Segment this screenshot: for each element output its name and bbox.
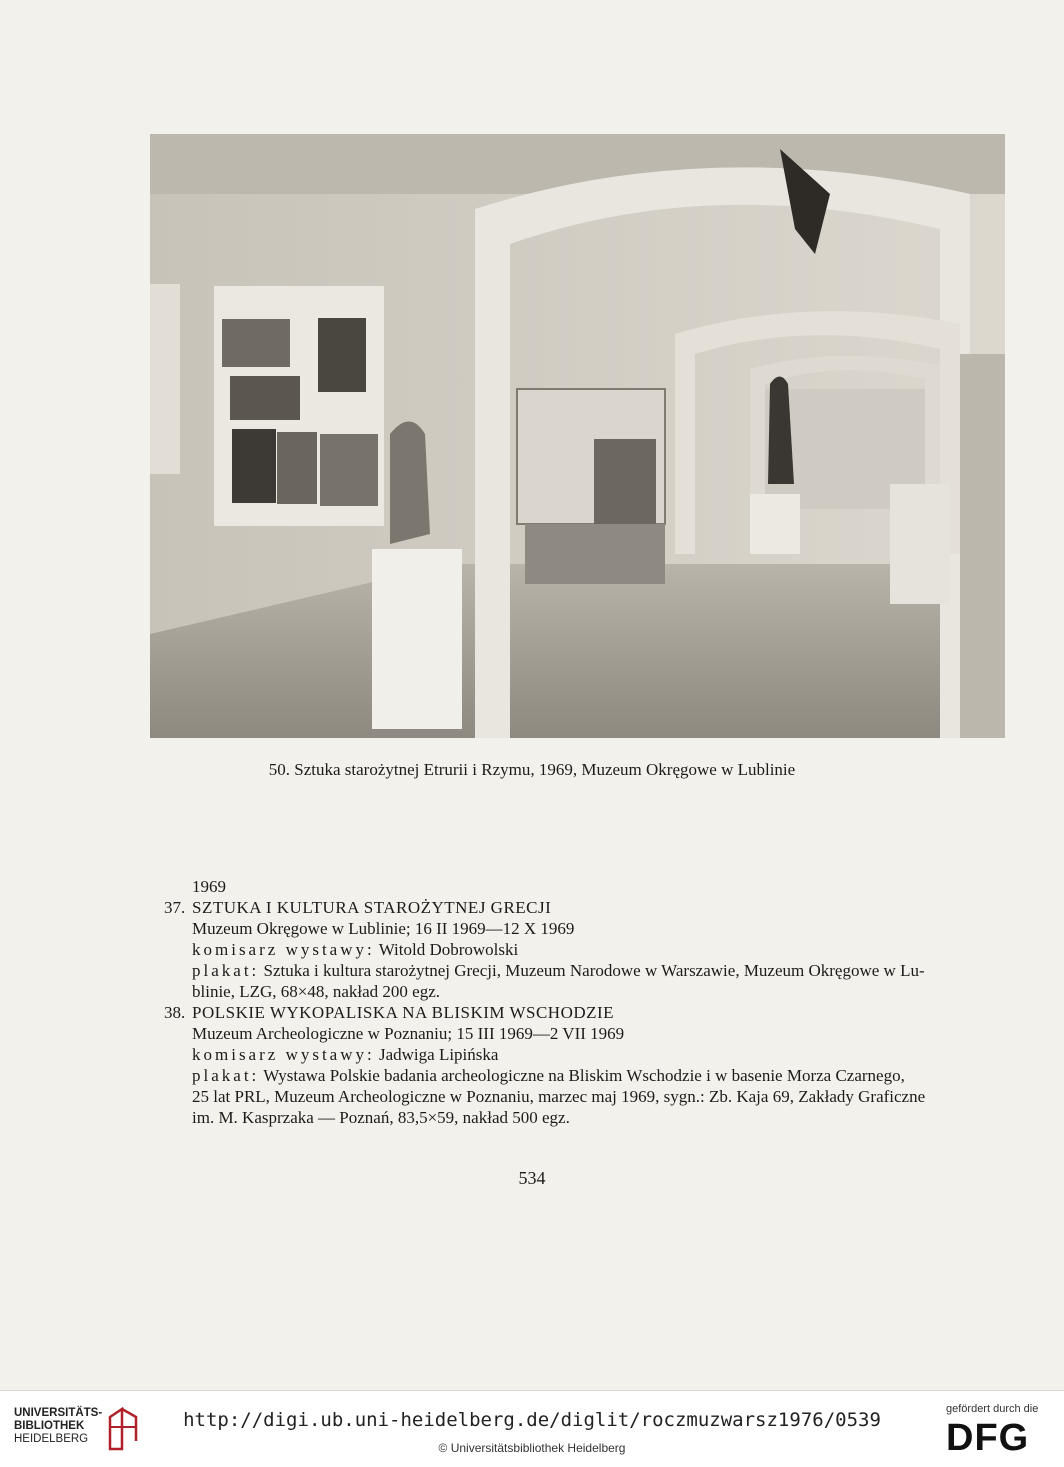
- commissioner-name: Jadwiga Lipińska: [378, 1045, 499, 1064]
- exhibition-hall-illustration: [150, 134, 1005, 738]
- catalogue-entries: [164, 876, 1020, 1128]
- entry-title: POLSKIE WYKOPALISKA NA BLISKIM WSCHODZIE: [192, 1003, 615, 1022]
- poster-label: plakat:: [192, 1066, 260, 1085]
- entry-37: [164, 897, 1020, 1002]
- copyright-notice: © Universitätsbibliothek Heidelberg: [438, 1441, 626, 1455]
- library-name-line1: UNIVERSITÄTS-: [14, 1407, 103, 1419]
- museum-exhibition-photo: [150, 134, 1005, 738]
- dfg-logo[interactable]: DFG: [946, 1417, 1030, 1459]
- commissioner-label: komisarz wystawy:: [192, 940, 375, 959]
- library-name-line2: BIBLIOTHEK: [14, 1420, 85, 1432]
- entry-venue: Muzeum Archeologiczne w Poznaniu; 15 III 1969—2 VII 1969: [192, 1024, 625, 1043]
- commissioner-name: Witold Dobrowolski: [378, 940, 519, 959]
- photo-caption: 50. Sztuka starożytnej Etrurii i Rzymu, 1969, Muzeum Okręgowe w Lublinie: [268, 760, 796, 779]
- permalink-url[interactable]: http://digi.ub.uni-heidelberg.de/diglit/roczmuzwarsz1976/0539: [183, 1409, 881, 1431]
- poster-text: Wystawa Polskie badania archeologiczne na Bliskim Wschodzie i w basenie Morza Czarnego,: [263, 1066, 905, 1085]
- poster-text-continued: im. M. Kasprzaka — Poznań, 83,5×59, nakład 500 egz.: [192, 1108, 570, 1127]
- page-number: 534: [518, 1168, 546, 1188]
- poster-text: Sztuka i kultura starożytnej Grecji, Muzeum Narodowe w Warszawie, Muzeum Okręgowe w Lu-: [263, 961, 925, 980]
- entry-number: 37.: [164, 898, 186, 917]
- commissioner-label: komisarz wystawy:: [192, 1045, 375, 1064]
- entry-title: SZTUKA I KULTURA STAROŻYTNEJ GRECJI: [192, 898, 552, 917]
- funded-by-label: gefördert durch die: [946, 1403, 1039, 1415]
- entry-commissioner-line: [192, 939, 1020, 960]
- poster-text-continued: blinie, LZG, 68×48, nakład 200 egz.: [192, 982, 441, 1001]
- poster-label: plakat:: [192, 961, 260, 980]
- entry-38: [164, 1002, 1020, 1128]
- entry-poster-line: [192, 1065, 1020, 1086]
- entry-poster-line: [192, 960, 1020, 981]
- poster-text-continued: 25 lat PRL, Muzeum Archeologiczne w Poznaniu, marzec maj 1969, sygn.: Zb. Kaja 69, Zakłady Graficzne: [192, 1087, 926, 1106]
- entry-venue: Muzeum Okręgowe w Lublinie; 16 II 1969—12 X 1969: [192, 919, 575, 938]
- entry-commissioner-line: [192, 1044, 1020, 1065]
- section-year: 1969: [192, 877, 226, 896]
- digitization-footer: [0, 1390, 1064, 1467]
- library-name-line3: HEIDELBERG: [14, 1433, 89, 1445]
- entry-number: 38.: [164, 1003, 186, 1022]
